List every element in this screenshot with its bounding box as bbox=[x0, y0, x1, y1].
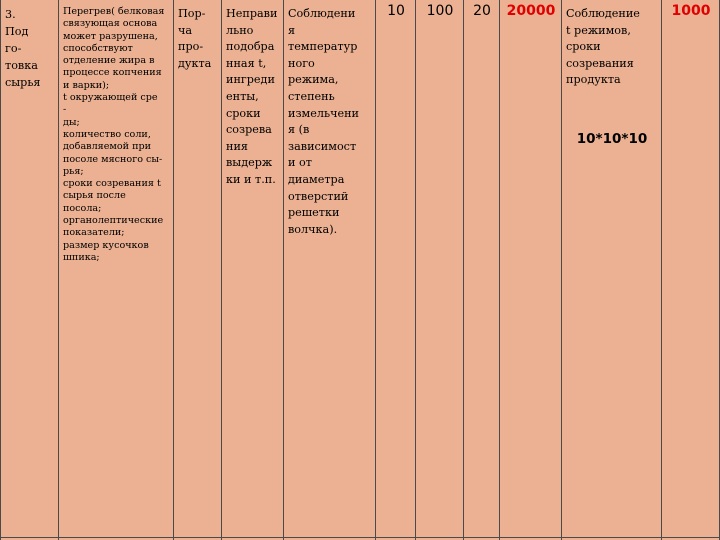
cell-hazard bbox=[174, 0, 222, 540]
stage-text: 3. Под го- товка сырья bbox=[5, 8, 41, 89]
cell-score-3 bbox=[464, 0, 500, 540]
final-score: 1000 bbox=[671, 3, 711, 19]
cause-text: Неправи льно подобра нная t, ингреди енты, сроки созрева ния выдерж ки и т.п. bbox=[226, 7, 278, 186]
score-2: 100 bbox=[426, 3, 454, 19]
cell-final-score bbox=[662, 0, 720, 540]
cell-score-1 bbox=[376, 0, 416, 540]
cell-cause bbox=[222, 0, 284, 540]
bottom-border bbox=[0, 537, 720, 538]
measures-formula: 10*10*10 bbox=[576, 130, 648, 147]
cell-score-total bbox=[500, 0, 562, 540]
cell-score-2 bbox=[416, 0, 464, 540]
cell-measures bbox=[562, 0, 662, 540]
cell-control bbox=[284, 0, 376, 540]
factors-text: Перегрев( белковая связующая основа может разрушена, способствуют отделение жира в процессе копчения и варки); t окружающей сре - ды; количество соли, добавляемой при посоле мясного сы- рья; сроки созревания t сырья после посола; органолептические показатели; размер кусочков шпика; bbox=[63, 6, 165, 263]
score-3: 20 bbox=[473, 3, 491, 19]
control-text: Соблюдени я температур ного режима, степень измельчени я (в зависимост и от диаметра отверстий решетки волчка). bbox=[288, 7, 360, 236]
score-total: 20000 bbox=[506, 3, 556, 19]
hazard-text: Пор- ча про- дукта bbox=[178, 7, 212, 70]
cell-factors bbox=[59, 0, 174, 540]
score-1: 10 bbox=[387, 3, 405, 19]
cell-stage bbox=[0, 0, 59, 540]
measures-text: Соблюдение t режимов, сроки созревания продукта bbox=[566, 7, 640, 87]
